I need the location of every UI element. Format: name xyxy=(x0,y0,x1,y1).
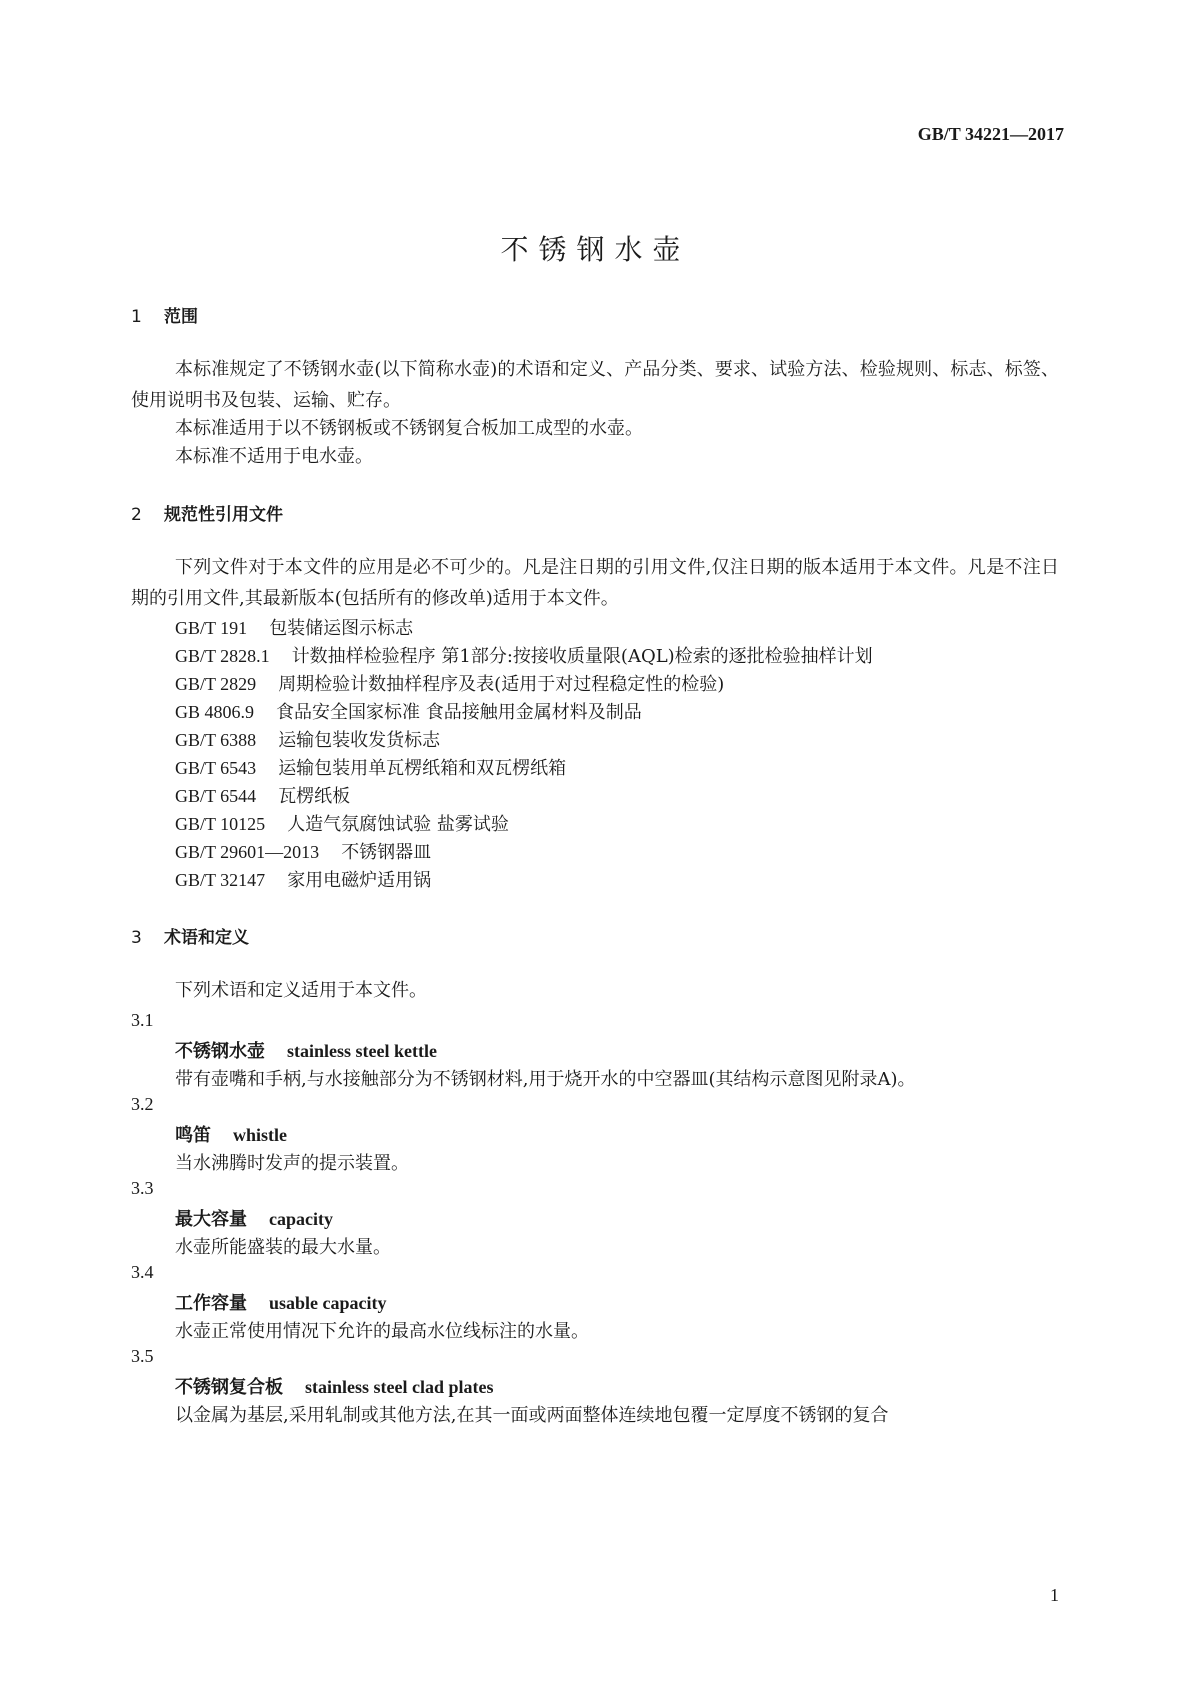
term-cn: 鸣笛 xyxy=(175,1125,211,1146)
term-en: whistle xyxy=(233,1125,287,1145)
reference-item xyxy=(175,782,350,808)
reference-code: GB/T 2828.1 xyxy=(175,646,270,666)
term-heading xyxy=(175,1037,437,1063)
term-definition: 以金属为基层,采用轧制或其他方法,在其一面或两面整体连续地包覆一定厚度不锈钢的复合 xyxy=(175,1405,889,1426)
paragraph: 本标准不适用于电水壶。 xyxy=(175,446,373,467)
reference-title: 计数抽样检验程序 第1部分:按接收质量限(AQL)检索的逐批检验抽样计划 xyxy=(291,646,873,667)
reference-item xyxy=(175,670,724,696)
paragraph: 本标准适用于以不锈钢板或不锈钢复合板加工成型的水壶。 xyxy=(175,418,643,439)
term-en: capacity xyxy=(269,1209,333,1229)
term-number: 3.3 xyxy=(131,1178,154,1198)
term-definition: 带有壶嘴和手柄,与水接触部分为不锈钢材料,用于烧开水的中空器皿(其结构示意图见附录A)。 xyxy=(175,1069,916,1090)
reference-code: GB/T 6544 xyxy=(175,786,257,806)
section-heading-scope xyxy=(131,302,198,327)
section-heading-normative-references xyxy=(131,500,283,525)
reference-item xyxy=(175,810,509,836)
reference-item xyxy=(175,614,413,640)
reference-title: 周期检验计数抽样程序及表(适用于对过程稳定性的检验) xyxy=(278,674,725,695)
paragraph: 下列术语和定义适用于本文件。 xyxy=(175,980,427,1001)
section-number: 1 xyxy=(131,307,142,327)
reference-title: 家用电磁炉适用锅 xyxy=(287,870,432,891)
reference-code: GB/T 6543 xyxy=(175,758,257,778)
term-en: usable capacity xyxy=(269,1293,387,1313)
term-en: stainless steel clad plates xyxy=(305,1377,494,1397)
paragraph: 本标准规定了不锈钢水壶(以下简称水壶)的术语和定义、产品分类、要求、试验方法、检验规则、标志、标签、使用说明书及包装、运输、贮存。 xyxy=(131,359,1059,411)
reference-code: GB/T 2829 xyxy=(175,674,257,694)
term-cn: 工作容量 xyxy=(175,1293,247,1314)
term-cn: 不锈钢复合板 xyxy=(175,1377,283,1398)
reference-item xyxy=(175,642,873,668)
standard-number: GB/T 34221—2017 xyxy=(917,124,1064,144)
reference-code: GB/T 10125 xyxy=(175,814,266,834)
page-number: 1 xyxy=(1050,1585,1059,1605)
term-definition: 水壶正常使用情况下允许的最高水位线标注的水量。 xyxy=(175,1321,589,1342)
term-definition: 当水沸腾时发声的提示装置。 xyxy=(175,1153,409,1174)
reference-code: GB/T 191 xyxy=(175,618,248,638)
reference-title: 运输包装收发货标志 xyxy=(278,730,441,751)
section-number: 3 xyxy=(131,928,142,948)
section-number: 2 xyxy=(131,505,142,525)
reference-code: GB/T 29601—2013 xyxy=(175,842,320,862)
reference-title: 不锈钢器皿 xyxy=(341,842,432,863)
term-number: 3.4 xyxy=(131,1262,154,1282)
term-heading xyxy=(175,1205,333,1231)
paragraph: 下列文件对于本文件的应用是必不可少的。凡是注日期的引用文件,仅注日期的版本适用于本文件。凡是不注日期的引用文件,其最新版本(包括所有的修改单)适用于本文件。 xyxy=(131,557,1059,609)
section-heading-terms-definitions xyxy=(131,923,249,948)
reference-item xyxy=(175,726,440,752)
term-cn: 最大容量 xyxy=(175,1209,247,1230)
reference-item xyxy=(175,866,431,892)
document-title: 不锈钢水壶 xyxy=(500,233,691,266)
reference-item xyxy=(175,754,566,780)
term-en: stainless steel kettle xyxy=(287,1041,437,1061)
section-title: 术语和定义 xyxy=(164,928,249,948)
section-title: 范围 xyxy=(164,307,198,327)
reference-title: 运输包装用单瓦楞纸箱和双瓦楞纸箱 xyxy=(278,758,567,779)
reference-code: GB/T 32147 xyxy=(175,870,266,890)
reference-item xyxy=(175,698,642,724)
reference-code: GB/T 6388 xyxy=(175,730,257,750)
reference-title: 食品安全国家标准 食品接触用金属材料及制品 xyxy=(276,702,642,723)
reference-item xyxy=(175,838,431,864)
reference-title: 瓦楞纸板 xyxy=(278,786,351,807)
term-heading xyxy=(175,1373,494,1399)
term-number: 3.1 xyxy=(131,1010,154,1030)
term-heading xyxy=(175,1121,287,1147)
reference-title: 包装储运图示标志 xyxy=(269,618,414,639)
reference-code: GB 4806.9 xyxy=(175,702,255,722)
term-cn: 不锈钢水壶 xyxy=(175,1041,265,1062)
section-title: 规范性引用文件 xyxy=(164,505,283,525)
term-definition: 水壶所能盛装的最大水量。 xyxy=(175,1237,391,1258)
reference-title: 人造气氛腐蚀试验 盐雾试验 xyxy=(287,814,509,835)
term-number: 3.5 xyxy=(131,1346,154,1366)
term-heading xyxy=(175,1289,387,1315)
term-number: 3.2 xyxy=(131,1094,154,1114)
